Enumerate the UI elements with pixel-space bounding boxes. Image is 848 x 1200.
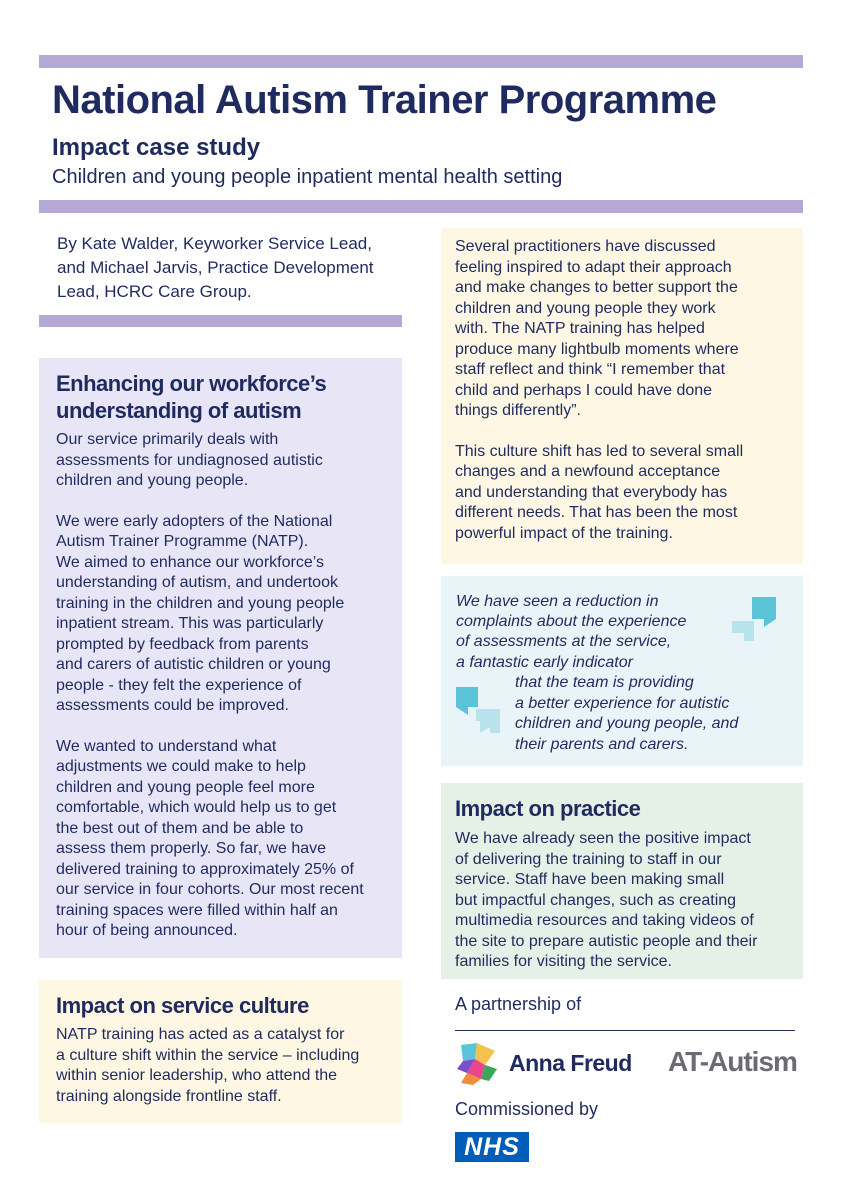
culture-para: NATP training has acted as a catalyst for a culture shift within the service – including within senior leadership, who attend the training alongside frontline staff. xyxy=(56,1026,360,1105)
workforce-para-1: Our service primarily deals with assessments for undiagnosed autistic children and young people. xyxy=(56,431,323,489)
byline-line: and Michael Jarvis, Practice Development xyxy=(57,258,374,277)
quote-line: of assessments at the service, xyxy=(456,633,672,650)
byline-line: Lead, HCRC Care Group. xyxy=(57,282,252,301)
page-subtitle: Impact case study xyxy=(52,134,261,161)
quote-close-icon xyxy=(730,593,778,645)
practice-heading: Impact on practice xyxy=(455,796,641,821)
partnership-label: A partnership of xyxy=(455,994,582,1014)
at-autism-logo: AT-Autism xyxy=(668,1046,797,1077)
anna-freud-logo: Anna Freud xyxy=(509,1050,632,1076)
quote-line: that the team is providing xyxy=(515,674,694,691)
quote-open-icon xyxy=(454,685,502,737)
workforce-para-3: We wanted to understand what adjustments we could make to help children and young people feel more comfortable, which would help us to get the best out of them and be able to assess them properly. So far, we have delivered training to approximately 25% of our service in four cohorts. Our most recent training spaces were filled within half an hour of being announced. xyxy=(56,737,364,939)
byline xyxy=(57,232,402,304)
anna-freud-logo-icon xyxy=(455,1041,501,1087)
byline-line: By Kate Walder, Keyworker Service Lead, xyxy=(57,234,372,253)
heading-line: understanding of autism xyxy=(56,398,302,423)
quote-line: We have seen a reduction in xyxy=(456,593,659,610)
workforce-heading xyxy=(56,370,385,424)
header-divider-bar xyxy=(39,200,803,213)
practitioners-para-2: This culture shift has led to several small changes and a newfound acceptance and understanding that everybody has different needs. That has been the most powerful impact of the training. xyxy=(455,442,744,542)
commissioned-label: Commissioned by xyxy=(455,1099,599,1119)
top-accent-bar xyxy=(39,55,803,68)
practitioners-para-1: Several practitioners have discussed feeling inspired to adapt their approach and make changes to better support the children and young people they work with. The NATP training has helped produce many lightbulb moments where staff reflect and think “I remember that child and perhaps I could have done things differently”. xyxy=(455,238,739,419)
setting-line: Children and young people inpatient mental health setting xyxy=(52,166,563,188)
quote-line: their parents and carers. xyxy=(515,736,689,753)
practice-section xyxy=(441,783,803,979)
nhs-logo: NHS xyxy=(455,1132,529,1162)
practitioners-section xyxy=(441,228,803,564)
workforce-section xyxy=(39,358,402,958)
partnership-rule xyxy=(455,1030,795,1031)
culture-section xyxy=(39,980,402,1123)
quote-line: a better experience for autistic xyxy=(515,695,730,712)
practice-para: We have already seen the positive impact of delivering the training to staff in our service. Staff have been making small but impactful changes, such as creating multimedia resources and taking videos of the site to prepare autistic people and their families for visiting the service. xyxy=(455,830,758,970)
quote-line: complaints about the experience xyxy=(456,613,687,630)
quote-line: children and young people, and xyxy=(515,715,739,732)
heading-line: Enhancing our workforce’s xyxy=(56,371,327,396)
culture-heading: Impact on service culture xyxy=(56,993,309,1018)
byline-divider-bar xyxy=(39,315,402,327)
quote-section xyxy=(441,576,803,766)
page-title: National Autism Trainer Programme xyxy=(52,78,717,122)
quote-line: a fantastic early indicator xyxy=(456,654,633,671)
workforce-para-2: We were early adopters of the National Autism Trainer Programme (NATP). We aimed to enhance our workforce’s understanding of autism, and undertook training in the children and young people inpatient stream. This was particularly prompted by feedback from parents and carers of autistic children or young people - they felt the experience of assessments could be improved. xyxy=(56,512,345,714)
